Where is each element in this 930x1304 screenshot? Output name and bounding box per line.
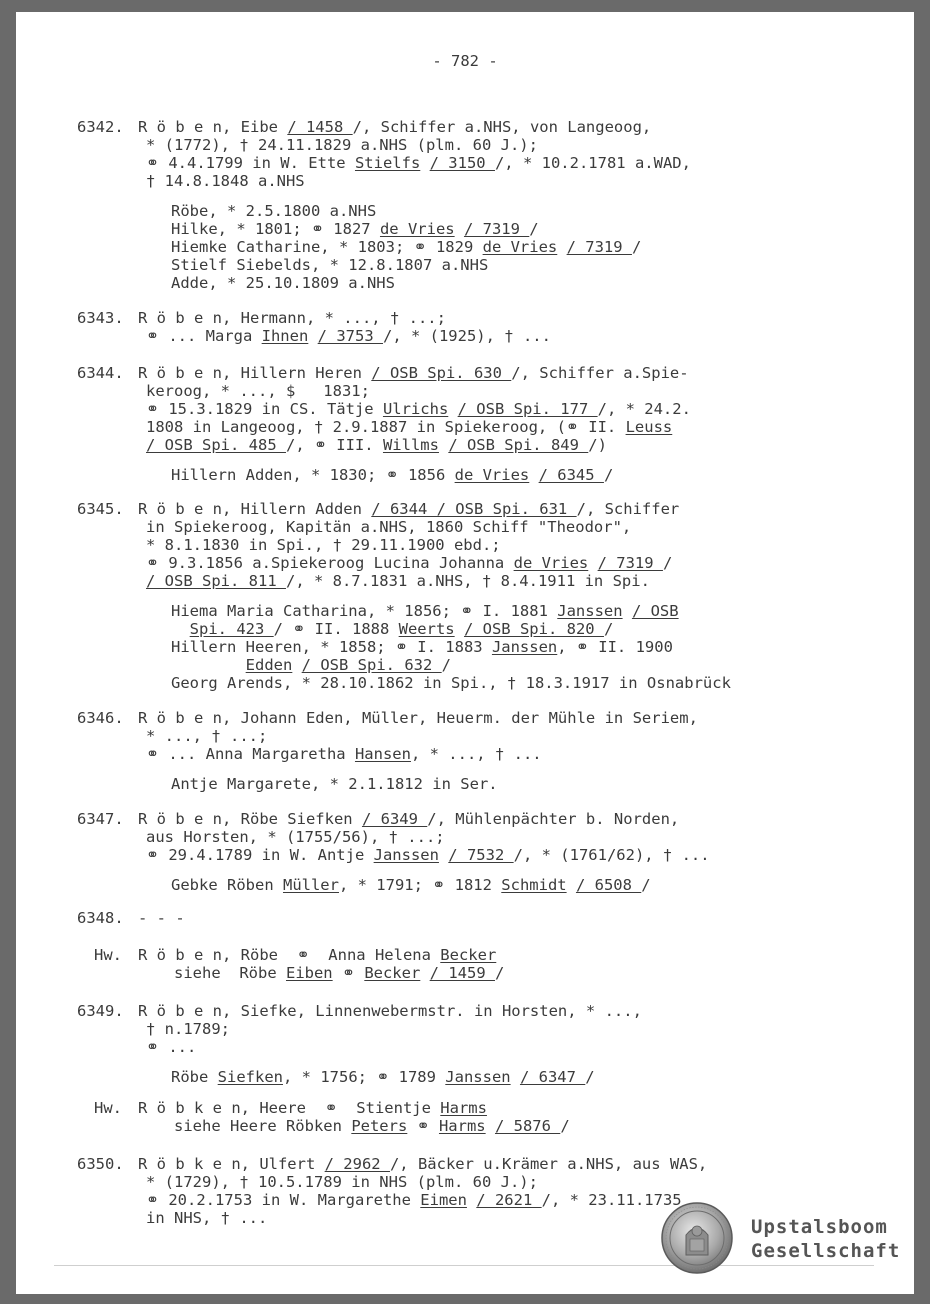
text-segment: R ö b k e n, Ulfert <box>138 1155 325 1173</box>
society-watermark-text <box>751 1215 900 1263</box>
entry-line <box>146 172 305 190</box>
text-segment <box>171 656 246 674</box>
entry-heading <box>138 309 446 327</box>
text-segment <box>455 220 464 238</box>
entry-heading <box>138 500 679 518</box>
underlined-reference: Becker <box>364 964 421 982</box>
underlined-reference: Leuss <box>625 418 673 436</box>
text-segment: in Spiekeroog, Kapitän a.NHS, 1860 Schiff "Theodor", <box>146 518 632 536</box>
entry-number: 6350. <box>77 1155 124 1173</box>
text-segment: siehe Heere Röbken <box>146 1117 352 1135</box>
entry-heading <box>138 1002 642 1020</box>
text-segment: /, * 10.2.1781 a.WAD, <box>494 154 691 172</box>
entry-line <box>146 727 267 745</box>
underlined-reference: Peters <box>351 1117 408 1135</box>
text-segment: ⚭ 4.4.1799 in W. Ette <box>146 154 355 172</box>
text-segment: Antje Margarete, * 2.1.1812 in Ser. <box>171 775 498 793</box>
text-segment: /) <box>588 436 607 454</box>
text-segment: aus Horsten, * (1755/56), † ...; <box>146 828 445 846</box>
document-text <box>16 12 914 1294</box>
text-segment: / <box>441 656 451 674</box>
text-segment: / <box>603 466 614 484</box>
entry-number: Hw. <box>94 946 122 964</box>
text-segment: Stielf Siebelds, * 12.8.1807 a.NHS <box>171 256 489 274</box>
text-segment: * (1772), † 24.11.1829 a.NHS (plm. 60 J.); <box>146 136 538 154</box>
text-segment: /, * (1761/62), † ... <box>513 846 710 864</box>
underlined-reference: Stielfs <box>354 154 421 172</box>
page-number: - 782 - <box>432 52 498 70</box>
underlined-reference: / OSB Spi. 485 <box>146 436 286 454</box>
text-segment: / <box>603 620 614 638</box>
underlined-reference: / OSB Spi. 177 <box>457 400 598 418</box>
entry-line <box>146 436 607 454</box>
text-segment <box>455 620 464 638</box>
underlined-reference: Siefken <box>217 1068 283 1086</box>
underlined-reference: / OSB Spi. 630 <box>371 364 512 382</box>
text-segment <box>439 436 448 454</box>
underlined-reference: Weerts <box>398 620 455 638</box>
underlined-reference: Edden <box>245 656 293 674</box>
society-name-line1: Upstalsboom <box>751 1216 888 1238</box>
underlined-reference: / OSB Spi. 820 <box>463 620 604 638</box>
text-segment: / <box>585 1068 595 1086</box>
underlined-reference: Janssen <box>373 846 439 864</box>
text-segment: /, ⚭ III. <box>285 436 383 454</box>
text-segment: , * 1791; ⚭ 1812 <box>338 876 502 894</box>
entry-heading <box>138 946 496 964</box>
text-segment: R ö b e n, Eibe <box>138 118 288 136</box>
entry-number: Hw. <box>94 1099 122 1117</box>
text-segment: , * 1756; ⚭ 1789 <box>283 1068 446 1086</box>
entry-line <box>146 518 631 536</box>
underlined-reference: Müller <box>282 876 339 894</box>
child-line <box>171 775 498 793</box>
underlined-reference: / 2962 <box>324 1155 390 1173</box>
text-segment: R ö b e n, Röbe Siefken <box>138 810 362 828</box>
underlined-reference: Schmidt <box>501 876 567 894</box>
text-segment: /, Schiffer <box>576 500 680 518</box>
entry-number: 6346. <box>77 709 124 727</box>
text-segment: * (1729), † 10.5.1789 in NHS (plm. 60 J.); <box>146 1173 538 1191</box>
entry-heading <box>138 1099 487 1117</box>
text-segment: Röbe <box>171 1068 218 1086</box>
child-line <box>171 220 539 238</box>
text-segment: - - - <box>138 909 185 927</box>
underlined-reference: de Vries <box>454 466 530 484</box>
text-segment: ⚭ ... Anna Margaretha <box>146 745 355 763</box>
text-segment <box>420 154 429 172</box>
text-segment: /, Bäcker u.Krämer a.NHS, aus WAS, <box>389 1155 708 1173</box>
underlined-reference: Hansen <box>354 745 411 763</box>
text-segment: Georg Arends, * 28.10.1862 in Spi., † 18.3.1917 in Osnabrück <box>171 674 731 692</box>
entry-line <box>146 1038 196 1056</box>
child-line <box>171 602 679 620</box>
entry-number: 6349. <box>77 1002 124 1020</box>
text-segment: /, Mühlenpächter b. Norden, <box>427 810 680 828</box>
text-segment: Hillern Heeren, * 1858; ⚭ I. 1883 <box>171 638 492 656</box>
text-segment: / ⚭ II. 1888 <box>273 620 399 638</box>
text-segment: /, * (1925), † ... <box>382 327 551 345</box>
text-segment: Hilke, * 1801; ⚭ 1827 <box>171 220 380 238</box>
text-segment <box>623 602 632 620</box>
underlined-reference: Willms <box>382 436 439 454</box>
text-segment: Gebke Röben <box>171 876 283 894</box>
text-segment: ⚭ 20.2.1753 in W. Margarethe <box>146 1191 421 1209</box>
entry-heading <box>138 709 698 727</box>
underlined-reference: / 3150 <box>429 154 495 172</box>
entry-line <box>146 154 691 172</box>
underlined-reference: / 6349 <box>361 810 428 828</box>
underlined-reference: / 7532 <box>448 846 514 864</box>
text-segment: ⚭ 15.3.1829 in CS. Tätje <box>146 400 383 418</box>
entry-number: 6347. <box>77 810 124 828</box>
entry-line <box>146 1209 267 1227</box>
underlined-reference: Eiben <box>285 964 333 982</box>
text-segment <box>420 964 429 982</box>
underlined-reference: Becker <box>440 946 497 964</box>
entry-number: 6344. <box>77 364 124 382</box>
text-segment: Hiema Maria Catharina, * 1856; ⚭ I. 1881 <box>171 602 558 620</box>
underlined-reference: de Vries <box>379 220 455 238</box>
text-segment <box>511 1068 520 1086</box>
underlined-reference: de Vries <box>513 554 589 572</box>
underlined-reference: Harms <box>440 1099 487 1117</box>
text-segment: Adde, * 25.10.1809 a.NHS <box>171 274 395 292</box>
underlined-reference: Ulrichs <box>382 400 449 418</box>
text-segment: /, * 23.11.1735 <box>541 1191 682 1209</box>
text-segment: ⚭ 9.3.1856 a.Spiekeroog Lucina Johanna <box>146 554 514 572</box>
child-line <box>171 256 488 274</box>
text-segment <box>467 1191 476 1209</box>
text-segment: R ö b e n, Johann Eden, Müller, Heuerm. der Mühle in Seriem, <box>138 709 698 727</box>
text-segment: † 14.8.1848 a.NHS <box>146 172 305 190</box>
text-segment: ⚭ 29.4.1789 in W. Antje <box>146 846 374 864</box>
entry-heading <box>138 1155 707 1173</box>
text-segment: R ö b e n, Hillern Adden <box>138 500 372 518</box>
entry-heading <box>138 118 651 136</box>
child-line <box>171 1068 595 1086</box>
underlined-reference: de Vries <box>482 238 558 256</box>
text-segment: , * ..., † ... <box>410 745 542 763</box>
underlined-reference: / 1458 <box>287 118 353 136</box>
text-segment: /, Schiffer a.NHS, von Langeoog, <box>352 118 652 136</box>
society-seal-icon <box>660 1201 734 1275</box>
text-segment: / <box>560 1117 570 1135</box>
text-segment: / <box>641 876 651 894</box>
entry-line <box>146 554 672 572</box>
entry-heading <box>138 810 679 828</box>
text-segment: /, Schiffer a.Spie- <box>511 364 689 382</box>
text-segment: R ö b e n, Hillern Heren <box>138 364 372 382</box>
underlined-reference: Janssen <box>557 602 623 620</box>
text-segment: Röbe, * 2.5.1800 a.NHS <box>171 202 377 220</box>
text-segment: R ö b e n, Hermann, * ..., † ...; <box>138 309 446 327</box>
text-segment: 1808 in Langeoog, † 2.9.1887 in Spiekeroog, (⚭ II. <box>146 418 626 436</box>
text-segment: R ö b e n, Röbe ⚭ Anna Helena <box>138 946 441 964</box>
entry-line <box>146 846 710 864</box>
underlined-reference: Harms <box>438 1117 486 1135</box>
text-segment: /, * 8.7.1831 a.NHS, † 8.4.1911 in Spi. <box>285 572 650 590</box>
underlined-reference: / 3753 <box>317 327 383 345</box>
text-segment: * ..., † ...; <box>146 727 268 745</box>
underlined-reference: / 5876 <box>494 1117 561 1135</box>
entry-line <box>146 1173 538 1191</box>
entry-line <box>146 327 551 345</box>
underlined-reference: / 7319 <box>597 554 663 572</box>
bottom-rule <box>54 1265 874 1266</box>
underlined-reference: Spi. 423 <box>189 620 274 638</box>
underlined-reference: / OSB Spi. 811 <box>146 572 286 590</box>
child-line <box>171 238 641 256</box>
entry-line <box>146 964 504 982</box>
text-segment: siehe Röbe <box>146 964 286 982</box>
text-segment: / <box>529 220 539 238</box>
underlined-reference: / OSB <box>631 602 679 620</box>
text-segment <box>588 554 597 572</box>
text-segment: Hillern Adden, * 1830; ⚭ 1856 <box>171 466 455 484</box>
underlined-reference: / 7319 <box>566 238 632 256</box>
child-line <box>171 274 395 292</box>
underlined-reference: / 6347 <box>519 1068 586 1086</box>
text-segment <box>529 466 538 484</box>
child-line <box>171 656 451 674</box>
underlined-reference: / 6345 <box>538 466 604 484</box>
entry-line <box>146 400 691 418</box>
entry-line <box>146 745 542 763</box>
child-line <box>171 638 673 656</box>
text-segment: in NHS, † ... <box>146 1209 268 1227</box>
text-segment <box>486 1117 495 1135</box>
entry-heading <box>138 364 689 382</box>
entry-number: 6348. <box>77 909 124 927</box>
entry-heading <box>138 909 185 927</box>
text-segment: * 8.1.1830 in Spi., † 29.11.1900 ebd.; <box>146 536 501 554</box>
child-line <box>171 466 613 484</box>
underlined-reference: / 6344 / OSB Spi. 631 <box>371 500 577 518</box>
text-segment: ⚭ <box>332 964 365 982</box>
text-segment <box>308 327 317 345</box>
text-segment <box>439 846 448 864</box>
text-segment <box>171 620 190 638</box>
document-page <box>16 12 914 1294</box>
underlined-reference: / 2621 <box>476 1191 542 1209</box>
entry-line <box>146 828 445 846</box>
text-segment: /, * 24.2. <box>597 400 691 418</box>
entry-line <box>146 572 650 590</box>
entry-number: 6345. <box>77 500 124 518</box>
society-name-line2: Gesellschaft <box>751 1240 901 1262</box>
child-line <box>171 674 731 692</box>
underlined-reference: / OSB Spi. 632 <box>301 656 442 674</box>
text-segment: , ⚭ II. 1900 <box>557 638 673 656</box>
text-segment: / <box>494 964 505 982</box>
text-segment <box>292 656 301 674</box>
text-segment: keroog, * ..., $ 1831; <box>146 382 370 400</box>
entry-line <box>146 136 538 154</box>
underlined-reference: / 1459 <box>429 964 495 982</box>
entry-number: 6343. <box>77 309 124 327</box>
underlined-reference: / 6508 <box>575 876 642 894</box>
text-segment: † n.1789; <box>146 1020 230 1038</box>
entry-line <box>146 536 501 554</box>
text-segment: ⚭ ... Marga <box>146 327 262 345</box>
child-line <box>171 876 651 894</box>
text-segment <box>448 400 457 418</box>
entry-line <box>146 1020 230 1038</box>
child-line <box>171 620 613 638</box>
underlined-reference: / 7319 <box>463 220 530 238</box>
text-segment: R ö b e n, Siefke, Linnenwebermstr. in Horsten, * ..., <box>138 1002 642 1020</box>
entry-line <box>146 382 370 400</box>
entry-line <box>146 1117 570 1135</box>
child-line <box>171 202 376 220</box>
underlined-reference: Ihnen <box>261 327 309 345</box>
text-segment: ⚭ ... <box>146 1038 197 1056</box>
underlined-reference: Eimen <box>420 1191 467 1209</box>
text-segment <box>567 876 576 894</box>
entry-line <box>146 1191 682 1209</box>
text-segment: R ö b k e n, Heere ⚭ Stientje <box>138 1099 441 1117</box>
text-segment: ⚭ <box>407 1117 439 1135</box>
underlined-reference: / OSB Spi. 849 <box>448 436 589 454</box>
underlined-reference: Janssen <box>445 1068 511 1086</box>
entry-number: 6342. <box>77 118 124 136</box>
text-segment: / <box>631 238 642 256</box>
text-segment: Hiemke Catharine, * 1803; ⚭ 1829 <box>171 238 483 256</box>
entry-line <box>146 418 672 436</box>
text-segment <box>557 238 566 256</box>
text-segment: / <box>662 554 673 572</box>
underlined-reference: Janssen <box>491 638 558 656</box>
